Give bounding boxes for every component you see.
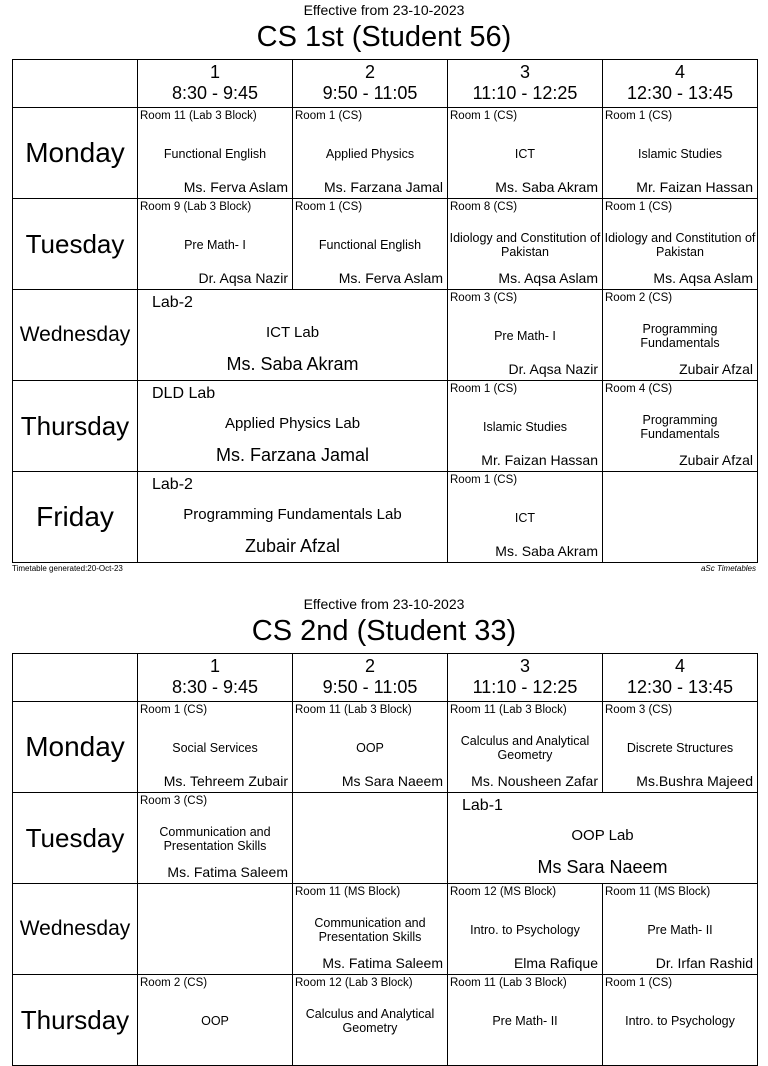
period-header	[603, 654, 758, 702]
header-row	[13, 654, 758, 702]
teacher-label: Ms. Saba Akram	[495, 543, 598, 559]
room-label: Room 2 (CS)	[140, 977, 208, 989]
day-label: Thursday	[13, 975, 138, 1066]
room-label: Room 1 (CS)	[450, 383, 518, 395]
subject-label: Functional English	[163, 147, 267, 161]
class-cell	[448, 702, 603, 793]
lab-name: DLD Lab	[152, 385, 216, 402]
timetable-grid	[12, 59, 758, 563]
room-label: Room 4 (CS)	[605, 383, 673, 395]
period-number: 4	[674, 656, 685, 676]
teacher-label: Ms. Aqsa Aslam	[653, 270, 753, 286]
period-time: 8:30 - 9:45	[171, 83, 259, 103]
lab-cell	[138, 381, 448, 472]
day-label: Monday	[13, 108, 138, 199]
room-label: Room 12 (MS Block)	[450, 886, 557, 898]
lab-name: Lab-2	[152, 294, 193, 311]
day-row-wednesday	[13, 884, 758, 975]
subject-label: Pre Math- II	[647, 923, 713, 937]
room-label: Room 11 (Lab 3 Block)	[140, 110, 257, 122]
room-label: Room 11 (MS Block)	[295, 886, 401, 898]
room-label: Room 11 (Lab 3 Block)	[295, 704, 412, 716]
teacher-label: Dr. Aqsa Nazir	[198, 270, 288, 286]
period-time: 11:10 - 12:25	[472, 83, 578, 103]
room-label: Room 9 (Lab 3 Block)	[140, 201, 252, 213]
period-number: 1	[209, 656, 220, 676]
lab-teacher: Ms. Farzana Jamal	[215, 445, 370, 465]
class-cell	[448, 108, 603, 199]
class-cell	[603, 290, 758, 381]
room-label: Room 11 (MS Block)	[605, 886, 711, 898]
teacher-label: Ms. Aqsa Aslam	[498, 270, 598, 286]
subject-label: Idiology and Constitution of Pakistan	[604, 231, 756, 259]
subject-label: Pre Math- I	[184, 238, 246, 252]
lab-subject: Programming Fundamentals Lab	[183, 506, 402, 523]
teacher-label: Dr. Aqsa Nazir	[508, 361, 598, 377]
subject-label: Calculus and Analytical Geometry	[305, 1007, 435, 1035]
class-cell	[138, 975, 293, 1066]
subject-label: Islamic Studies	[482, 420, 568, 434]
class-cell	[448, 884, 603, 975]
corner-cell	[13, 60, 138, 108]
subject-label: Communication and Presentation Skills	[314, 916, 426, 944]
day-label: Tuesday	[13, 199, 138, 290]
class-cell	[603, 884, 758, 975]
teacher-label: Ms. Ferva Aslam	[338, 270, 443, 286]
room-label: Room 3 (CS)	[140, 795, 208, 807]
room-label: Room 2 (CS)	[605, 292, 673, 304]
class-cell	[138, 702, 293, 793]
room-label: Room 3 (CS)	[605, 704, 673, 716]
lab-teacher: Ms. Saba Akram	[226, 354, 359, 374]
lab-subject: Applied Physics Lab	[224, 415, 361, 432]
period-number: 2	[364, 656, 375, 676]
class-cell	[448, 290, 603, 381]
teacher-label: Mr. Faizan Hassan	[636, 179, 753, 195]
period-number: 1	[209, 62, 220, 82]
lab-subject: ICT Lab	[265, 324, 320, 341]
class-cell	[138, 199, 293, 290]
subject-label: Pre Math- II	[492, 1014, 558, 1028]
class-cell	[603, 975, 758, 1066]
period-time: 12:30 - 13:45	[626, 677, 734, 697]
period-time: 9:50 - 11:05	[322, 677, 418, 697]
room-label: Room 1 (CS)	[605, 201, 673, 213]
day-label: Thursday	[13, 381, 138, 472]
day-label: Wednesday	[13, 290, 138, 381]
day-label: Tuesday	[13, 793, 138, 884]
subject-label: Calculus and Analytical Geometry	[460, 734, 590, 762]
room-label: Room 8 (CS)	[450, 201, 518, 213]
day-label: Wednesday	[13, 884, 138, 975]
period-time: 8:30 - 9:45	[171, 677, 259, 697]
lab-cell	[138, 290, 448, 381]
class-cell	[293, 702, 448, 793]
period-time: 9:50 - 11:05	[322, 83, 418, 103]
teacher-label: Dr. Irfan Rashid	[655, 955, 753, 971]
teacher-label: Ms. Ferva Aslam	[183, 179, 288, 195]
software-credit: aSc Timetables	[700, 564, 756, 573]
timetable-grid	[12, 653, 758, 1066]
effective-date: Effective from 23-10-2023	[303, 2, 465, 18]
class-cell	[448, 381, 603, 472]
room-label: Room 11 (Lab 3 Block)	[450, 977, 567, 989]
day-label: Friday	[13, 472, 138, 563]
room-label: Room 1 (CS)	[140, 704, 208, 716]
class-cell	[293, 975, 448, 1066]
empty-cell	[603, 472, 758, 563]
period-number: 3	[519, 656, 530, 676]
teacher-label: Mr. Faizan Hassan	[481, 452, 598, 468]
room-label: Room 1 (CS)	[450, 474, 518, 486]
period-header	[603, 60, 758, 108]
subject-label: Social Services	[172, 741, 258, 755]
room-label: Room 12 (Lab 3 Block)	[295, 977, 413, 989]
day-row-tuesday	[13, 199, 758, 290]
class-cell	[603, 199, 758, 290]
room-label: Room 1 (CS)	[450, 110, 518, 122]
room-label: Room 11 (Lab 3 Block)	[450, 704, 567, 716]
subject-label: OOP	[356, 741, 384, 755]
day-row-friday	[13, 472, 758, 563]
subject-label: Idiology and Constitution of Pakistan	[449, 231, 601, 259]
class-cell	[293, 199, 448, 290]
subject-label: Applied Physics	[325, 147, 415, 161]
teacher-label: Zubair Afzal	[679, 452, 753, 468]
subject-label: Intro. to Psychology	[470, 923, 580, 937]
teacher-label: Elma Rafique	[513, 955, 598, 971]
class-cell	[138, 793, 293, 884]
room-label: Room 1 (CS)	[605, 977, 673, 989]
subject-label: Programming Fundamentals	[640, 322, 720, 350]
empty-cell	[293, 793, 448, 884]
subject-label: OOP	[201, 1014, 229, 1028]
lab-subject: OOP Lab	[571, 827, 634, 844]
day-row-monday	[13, 108, 758, 199]
class-cell	[603, 702, 758, 793]
period-number: 4	[674, 62, 685, 82]
day-row-tuesday	[13, 793, 758, 884]
teacher-label: Ms. Saba Akram	[495, 179, 598, 195]
period-time: 11:10 - 12:25	[472, 677, 578, 697]
empty-cell	[138, 884, 293, 975]
corner-cell	[13, 654, 138, 702]
period-time: 12:30 - 13:45	[626, 83, 734, 103]
teacher-label: Zubair Afzal	[679, 361, 753, 377]
class-cell	[603, 108, 758, 199]
day-row-monday	[13, 702, 758, 793]
day-row-wednesday	[13, 290, 758, 381]
room-label: Room 1 (CS)	[605, 110, 673, 122]
class-cell	[448, 975, 603, 1066]
lab-cell	[138, 472, 448, 563]
header-row	[13, 60, 758, 108]
period-header	[293, 654, 448, 702]
room-label: Room 1 (CS)	[295, 201, 363, 213]
period-number: 3	[519, 62, 530, 82]
effective-date: Effective from 23-10-2023	[303, 596, 465, 612]
class-cell	[138, 108, 293, 199]
lab-name: Lab-2	[152, 476, 193, 493]
room-label: Room 1 (CS)	[295, 110, 363, 122]
timetable-title: CS 2nd (Student 33)	[251, 615, 517, 647]
period-header	[138, 60, 293, 108]
teacher-label: Ms. Tehreem Zubair	[163, 773, 288, 789]
generated-note: Timetable generated:20-Oct-23	[12, 564, 123, 573]
teacher-label: Ms.Bushra Majeed	[636, 773, 753, 789]
teacher-label: Ms. Nousheen Zafar	[471, 773, 598, 789]
subject-label: Discrete Structures	[626, 741, 734, 755]
teacher-label: Ms Sara Naeem	[341, 773, 443, 789]
timetable-title: CS 1st (Student 56)	[256, 21, 512, 53]
lab-teacher: Zubair Afzal	[244, 536, 341, 556]
subject-label: ICT	[514, 511, 536, 525]
day-row-thursday	[13, 975, 758, 1066]
lab-cell	[448, 793, 758, 884]
lab-name: Lab-1	[462, 797, 503, 814]
subject-label: Communication and Presentation Skills	[159, 825, 271, 853]
subject-label: Functional English	[318, 238, 422, 252]
class-cell	[448, 472, 603, 563]
teacher-label: Ms. Fatima Saleem	[167, 864, 288, 880]
subject-label: Intro. to Psychology	[625, 1014, 735, 1028]
subject-label: Pre Math- I	[494, 329, 556, 343]
period-number: 2	[364, 62, 375, 82]
subject-label: Programming Fundamentals	[640, 413, 720, 441]
teacher-label: Ms. Farzana Jamal	[323, 179, 443, 195]
teacher-label: Ms. Fatima Saleem	[322, 955, 443, 971]
subject-label: Islamic Studies	[637, 147, 723, 161]
period-header	[448, 60, 603, 108]
lab-teacher: Ms Sara Naeem	[537, 857, 668, 877]
period-header	[448, 654, 603, 702]
class-cell	[293, 108, 448, 199]
period-header	[138, 654, 293, 702]
class-cell	[293, 884, 448, 975]
day-row-thursday	[13, 381, 758, 472]
class-cell	[603, 381, 758, 472]
day-label: Monday	[13, 702, 138, 793]
class-cell	[448, 199, 603, 290]
room-label: Room 3 (CS)	[450, 292, 518, 304]
period-header	[293, 60, 448, 108]
subject-label: ICT	[514, 147, 536, 161]
